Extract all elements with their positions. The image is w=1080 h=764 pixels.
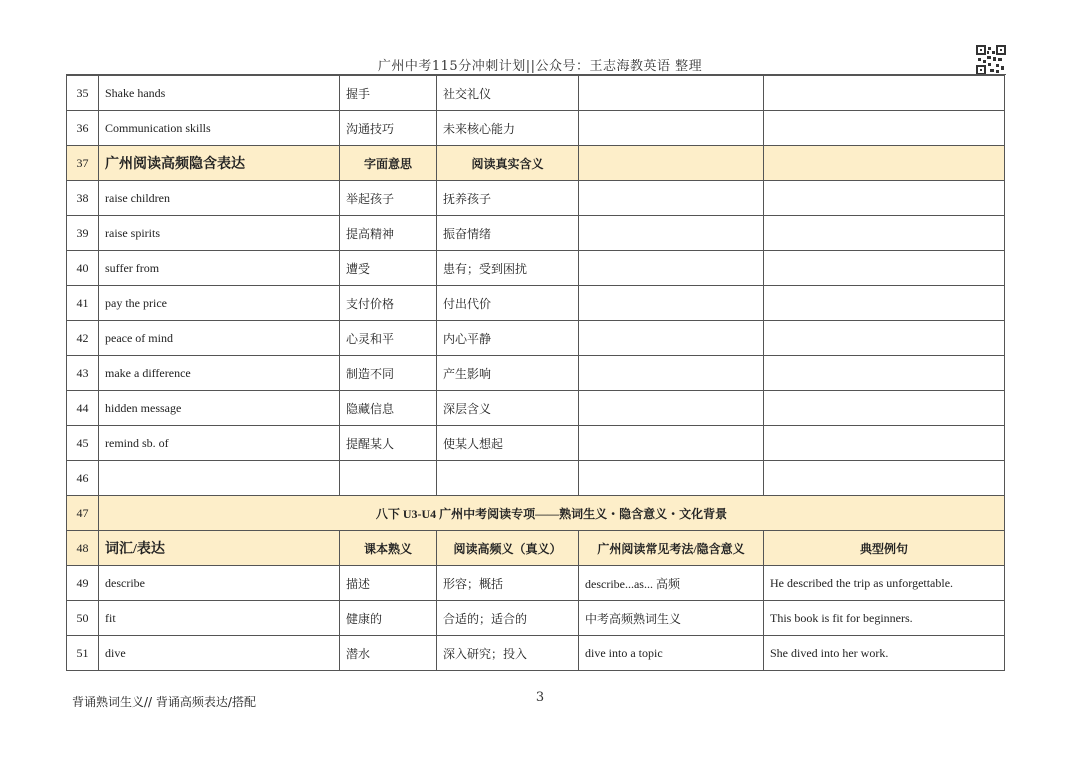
expression-cell: remind sb. of — [99, 426, 340, 461]
expression-cell: 广州阅读高频隐含表达 — [99, 146, 340, 181]
expression-cell: raise children — [99, 181, 340, 216]
table-row — [67, 251, 1005, 286]
exam-usage-cell — [579, 251, 764, 286]
row-number: 51 — [67, 636, 99, 671]
table-row — [67, 286, 1005, 321]
real-meaning-cell: 产生影响 — [437, 356, 579, 391]
real-meaning-cell — [437, 461, 579, 496]
row-number: 46 — [67, 461, 99, 496]
example-cell — [764, 461, 1005, 496]
exam-usage-cell — [579, 216, 764, 251]
literal-meaning-cell: 隐藏信息 — [340, 391, 437, 426]
row-number: 36 — [67, 111, 99, 146]
row-number: 50 — [67, 601, 99, 636]
column-header-exam: 广州阅读常见考法/隐含意义 — [579, 531, 764, 566]
table-row — [67, 636, 1005, 671]
real-meaning-cell: 社交礼仪 — [437, 76, 579, 111]
expression-cell: suffer from — [99, 251, 340, 286]
table-row — [67, 181, 1005, 216]
row-number: 43 — [67, 356, 99, 391]
exam-usage-cell: 中考高频熟词生义 — [579, 601, 764, 636]
page-number: 3 — [535, 690, 545, 705]
literal-meaning-cell: 健康的 — [340, 601, 437, 636]
row-number: 39 — [67, 216, 99, 251]
row-number: 41 — [67, 286, 99, 321]
table-row — [67, 111, 1005, 146]
exam-usage-cell — [579, 321, 764, 356]
exam-usage-cell — [579, 76, 764, 111]
literal-meaning-cell: 沟通技巧 — [340, 111, 437, 146]
example-cell — [764, 426, 1005, 461]
example-cell — [764, 111, 1005, 146]
real-meaning-cell: 深入研究；投入 — [437, 636, 579, 671]
real-meaning-cell: 未来核心能力 — [437, 111, 579, 146]
real-meaning-cell: 形容；概括 — [437, 566, 579, 601]
example-cell: This book is fit for beginners. — [764, 601, 1005, 636]
real-meaning-cell: 深层含义 — [437, 391, 579, 426]
literal-meaning-cell: 潜水 — [340, 636, 437, 671]
example-cell: He described the trip as unforgettable. — [764, 566, 1005, 601]
column-header-expression: 词汇/表达 — [99, 531, 340, 566]
table-row — [67, 76, 1005, 111]
vocabulary-table — [66, 75, 1005, 671]
row-number: 35 — [67, 76, 99, 111]
literal-meaning-cell: 提高精神 — [340, 216, 437, 251]
exam-usage-cell — [579, 461, 764, 496]
literal-meaning-cell: 支付价格 — [340, 286, 437, 321]
literal-meaning-cell: 提醒某人 — [340, 426, 437, 461]
table-row — [67, 321, 1005, 356]
expression-cell: Communication skills — [99, 111, 340, 146]
example-cell — [764, 76, 1005, 111]
literal-meaning-cell: 举起孩子 — [340, 181, 437, 216]
real-meaning-cell: 使某人想起 — [437, 426, 579, 461]
row-number: 42 — [67, 321, 99, 356]
row-number: 45 — [67, 426, 99, 461]
expression-cell: fit — [99, 601, 340, 636]
real-meaning-cell: 阅读真实含义 — [437, 146, 579, 181]
expression-cell: pay the price — [99, 286, 340, 321]
expression-cell: hidden message — [99, 391, 340, 426]
example-cell — [764, 146, 1005, 181]
expression-cell: dive — [99, 636, 340, 671]
row-number: 40 — [67, 251, 99, 286]
exam-usage-cell — [579, 391, 764, 426]
exam-usage-cell: dive into a topic — [579, 636, 764, 671]
real-meaning-cell: 内心平静 — [437, 321, 579, 356]
row-number: 48 — [67, 531, 99, 566]
exam-usage-cell — [579, 356, 764, 391]
expression-cell: Shake hands — [99, 76, 340, 111]
column-header-real: 阅读高频义（真义） — [437, 531, 579, 566]
real-meaning-cell: 付出代价 — [437, 286, 579, 321]
expression-cell — [99, 461, 340, 496]
exam-usage-cell — [579, 426, 764, 461]
subheader-row — [67, 146, 1005, 181]
example-cell — [764, 356, 1005, 391]
column-header-row — [67, 531, 1005, 566]
real-meaning-cell: 振奋情绪 — [437, 216, 579, 251]
page-header-title: 广州中考115分冲刺计划||公众号：王志海教英语 整理 — [377, 59, 703, 74]
footer-note: 背诵熟词生义// 背诵高频表达/搭配 — [72, 695, 256, 709]
literal-meaning-cell: 握手 — [340, 76, 437, 111]
expression-cell: describe — [99, 566, 340, 601]
table-row — [67, 601, 1005, 636]
table-row — [67, 461, 1005, 496]
row-number: 38 — [67, 181, 99, 216]
section-title-row — [67, 496, 1005, 531]
row-number: 47 — [67, 496, 99, 531]
literal-meaning-cell: 描述 — [340, 566, 437, 601]
expression-cell: make a difference — [99, 356, 340, 391]
column-header-literal: 课本熟义 — [340, 531, 437, 566]
table-row — [67, 566, 1005, 601]
literal-meaning-cell: 制造不同 — [340, 356, 437, 391]
expression-cell: peace of mind — [99, 321, 340, 356]
example-cell — [764, 181, 1005, 216]
real-meaning-cell: 合适的；适合的 — [437, 601, 579, 636]
example-cell — [764, 286, 1005, 321]
literal-meaning-cell: 心灵和平 — [340, 321, 437, 356]
exam-usage-cell: describe...as... 高频 — [579, 566, 764, 601]
literal-meaning-cell: 字面意思 — [340, 146, 437, 181]
qr-code-icon — [976, 45, 1006, 75]
column-header-example: 典型例句 — [764, 531, 1005, 566]
exam-usage-cell — [579, 181, 764, 216]
literal-meaning-cell — [340, 461, 437, 496]
row-number: 37 — [67, 146, 99, 181]
real-meaning-cell: 患有；受到困扰 — [437, 251, 579, 286]
exam-usage-cell — [579, 146, 764, 181]
exam-usage-cell — [579, 111, 764, 146]
table-row — [67, 356, 1005, 391]
row-number: 49 — [67, 566, 99, 601]
expression-cell: raise spirits — [99, 216, 340, 251]
section-title: 八下 U3-U4 广州中考阅读专项——熟词生义・隐含意义・文化背景 — [99, 496, 1005, 531]
example-cell — [764, 391, 1005, 426]
literal-meaning-cell: 遭受 — [340, 251, 437, 286]
row-number: 44 — [67, 391, 99, 426]
exam-usage-cell — [579, 286, 764, 321]
example-cell — [764, 321, 1005, 356]
table-row — [67, 391, 1005, 426]
example-cell: She dived into her work. — [764, 636, 1005, 671]
real-meaning-cell: 抚养孩子 — [437, 181, 579, 216]
example-cell — [764, 251, 1005, 286]
table-row — [67, 426, 1005, 461]
example-cell — [764, 216, 1005, 251]
table-row — [67, 216, 1005, 251]
